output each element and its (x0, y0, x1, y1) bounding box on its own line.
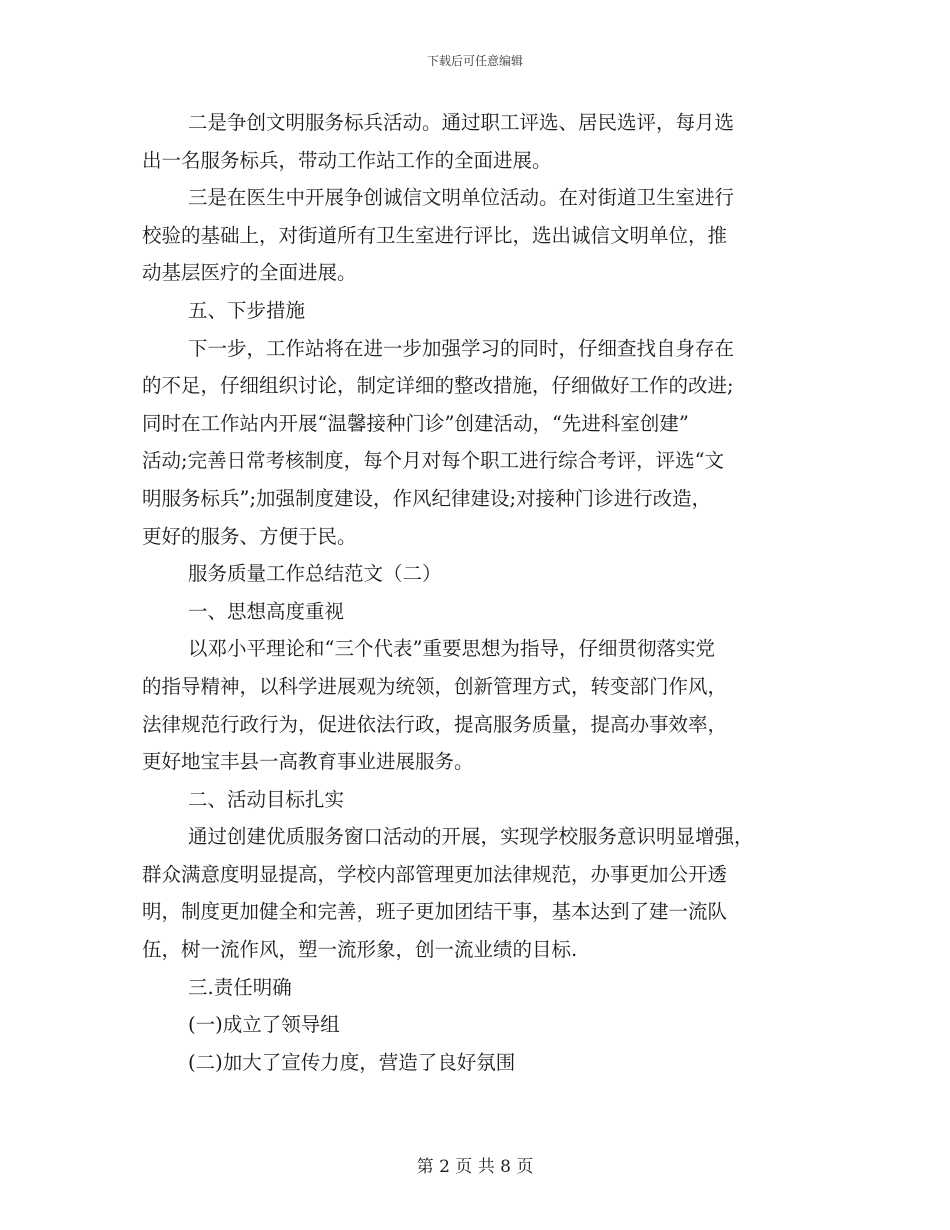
text-line: 法律规范行政行为，促进依法行政，提高服务质量，提高办事效率， (142, 712, 728, 736)
section-heading: 三.责任明确 (188, 975, 292, 999)
text-line: 的指导精神，以科学进展观为统领，创新管理方式，转变部门作风， (142, 674, 728, 698)
text-line: 伍，树一流作风，塑一流形象，创一流业绩的目标. (142, 938, 578, 962)
subsection-heading: (一)成立了领导组 (188, 1013, 340, 1037)
text-line: 以邓小平理论和“三个代表”重要思想为指导，仔细贯彻落实党 (188, 637, 715, 661)
document-body (142, 104, 810, 1081)
text-line: 下一步，工作站将在进一步加强学习的同时，仔细查找自身存在 (188, 336, 735, 360)
text-line: 活动;完善日常考核制度，每个月对每个职工进行综合考评，评选“文 (142, 449, 725, 473)
text-line: 出一名服务标兵，带动工作站工作的全面进展。 (142, 148, 552, 172)
text-line: 动基层医疗的全面进展。 (142, 261, 357, 285)
section-heading: 一、思想高度重视 (188, 599, 345, 623)
text-line: 明，制度更加健全和完善，班子更加团结干事，基本达到了建一流队 (142, 900, 728, 924)
text-line: 三是在医生中开展争创诚信文明单位活动。在对街道卫生室进行 (188, 186, 735, 210)
subsection-heading: (二)加大了宣传力度，营造了良好氛围 (188, 1050, 516, 1074)
text-line: 同时在工作站内开展“温馨接种门诊”创建活动，“先进科室创建” (142, 411, 689, 435)
section-heading: 五、下步措施 (188, 298, 306, 322)
page-header: 下载后可任意编辑 (426, 54, 523, 68)
text-line: 更好的服务、方便于民。 (142, 524, 357, 548)
text-line: 群众满意度明显提高，学校内部管理更加法律规范，办事更加公开透 (142, 862, 728, 886)
document-title: 服务质量工作总结范文（二） (188, 562, 442, 586)
page-number: 第 2 页 共 8 页 (416, 1157, 534, 1177)
text-line: 二是争创文明服务标兵活动。通过职工评选、居民选评，每月选 (188, 111, 735, 134)
text-line: 明服务标兵”;加强制度建设，作风纪律建设;对接种门诊进行改造， (142, 486, 712, 510)
text-line: 通过创建优质服务窗口活动的开展，实现学校服务意识明显增强， (188, 825, 754, 849)
text-line: 更好地宝丰县一高教育事业进展服务。 (142, 750, 474, 774)
text-line: 的不足，仔细组织讨论，制定详细的整改措施，仔细做好工作的改进; (142, 374, 734, 398)
section-heading: 二、活动目标扎实 (188, 787, 345, 811)
text-line: 校验的基础上，对街道所有卫生室进行评比，选出诚信文明单位，推 (142, 223, 728, 247)
